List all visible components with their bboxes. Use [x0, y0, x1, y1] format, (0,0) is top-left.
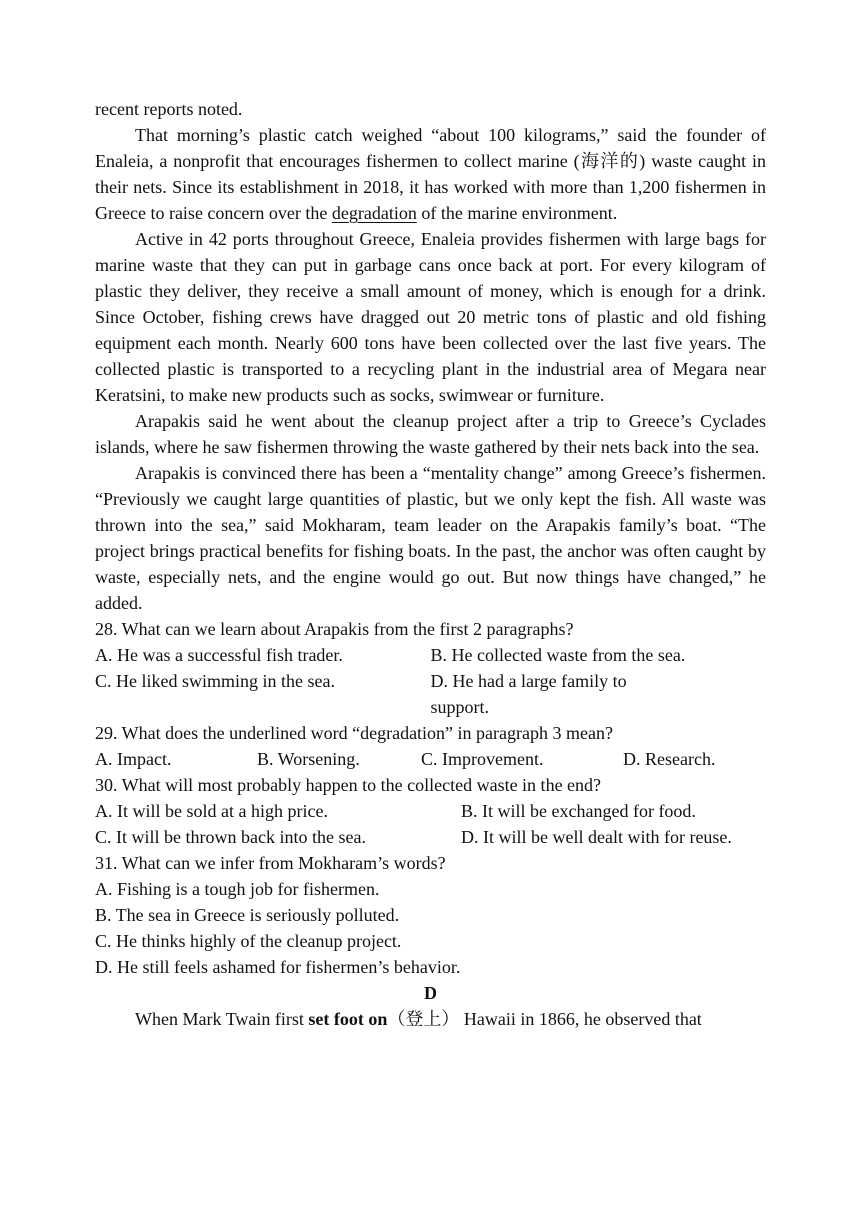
- question-stem: 30. What will most probably happen to the collected waste in the end?: [95, 775, 602, 795]
- question-29: [95, 720, 766, 772]
- option-b: B. Worsening.: [257, 749, 360, 769]
- paragraph-0: recent reports noted.: [95, 99, 243, 119]
- option-c: C. Improvement.: [421, 749, 544, 769]
- option-row: [95, 642, 766, 668]
- option-d: D. He still feels ashamed for fishermen’s behavior.: [95, 957, 461, 977]
- option-a: A. Impact.: [95, 749, 172, 769]
- question-stem: 31. What can we infer from Mokharam’s words?: [95, 853, 446, 873]
- option-b: B. He collected waste from the sea.: [430, 645, 686, 665]
- document-page: [95, 96, 766, 1032]
- option-row: [95, 746, 766, 772]
- paragraph-1: [95, 122, 766, 226]
- option-c: C. It will be thrown back into the sea.: [95, 827, 366, 847]
- option-row: [95, 798, 766, 824]
- option-row: [95, 824, 766, 850]
- option-d: D. Research.: [623, 749, 716, 769]
- option-c: C. He liked swimming in the sea.: [95, 671, 335, 691]
- option-b: B. The sea in Greece is seriously polluted.: [95, 905, 400, 925]
- question-28: [95, 616, 766, 720]
- section-heading: D: [424, 983, 437, 1003]
- question-stem: 28. What can we learn about Arapakis from the first 2 paragraphs?: [95, 619, 574, 639]
- section-d-intro: [95, 1006, 766, 1032]
- underlined-word: degradation: [331, 203, 417, 223]
- gloss: （登上）: [387, 1009, 460, 1029]
- paragraph-3: Arapakis said he went about the cleanup project after a trip to Greece’s Cyclades islands, where he saw fishermen throwing the waste gathered by their nets back into the sea.: [95, 411, 766, 457]
- option-a: A. It will be sold at a high price.: [95, 801, 328, 821]
- option-b: B. It will be exchanged for food.: [461, 801, 696, 821]
- option-d: D. It will be well dealt with for reuse.: [461, 827, 732, 847]
- option-a: A. Fishing is a tough job for fishermen.: [95, 879, 380, 899]
- option-d: D. He had a large family to support.: [430, 671, 627, 717]
- question-30: [95, 772, 766, 850]
- intro-text-b: Hawaii in 1866, he observed that: [459, 1009, 702, 1029]
- question-stem: 29. What does the underlined word “degradation” in paragraph 3 mean?: [95, 723, 613, 743]
- paragraph-2: Active in 42 ports throughout Greece, Enaleia provides fishermen with large bags for marine waste that they can put in garbage cans once back at port. For every kilogram of plastic they deliver, they receive a small amount of money, which is enough for a drink. Since October, fishing crews have dragged out 20 metric tons of plastic and old fishing equipment each month. Nearly 600 tons have been collected over the last five years. The collected plastic is transported to a recycling plant in the industrial area of Megara near Keratsini, to make new products such as socks, swimwear or furniture.: [95, 229, 766, 405]
- intro-text-a: When Mark Twain first: [135, 1009, 309, 1029]
- option-a: A. He was a successful fish trader.: [95, 645, 343, 665]
- option-c: C. He thinks highly of the cleanup project.: [95, 931, 402, 951]
- paragraph-1-text-b: of the marine environment.: [416, 203, 618, 223]
- question-31: [95, 850, 766, 980]
- paragraph-4: Arapakis is convinced there has been a “mentality change” among Greece’s fishermen. “Previously we caught large quantities of plastic, but we only kept the fish. All waste was thrown into the sea,” said Mokharam, team leader on the Arapakis family’s boat. “The project brings practical benefits for fishing boats. In the past, the anchor was often caught by waste, especially nets, and the engine would go out. But now things have changed,” he added.: [95, 463, 766, 613]
- option-row: [95, 668, 766, 720]
- paragraph-1-text-a: That morning’s plastic catch weighed “about 100 kilograms,” said the founder of Enaleia, a nonprofit that encourages fishermen to collect marine (海洋的) waste caught in their nets. Since its establishment in 2018, it has worked with more than 1,200 fishermen in Greece to raise concern over the: [95, 125, 766, 223]
- bold-phrase: set foot on: [308, 1009, 388, 1029]
